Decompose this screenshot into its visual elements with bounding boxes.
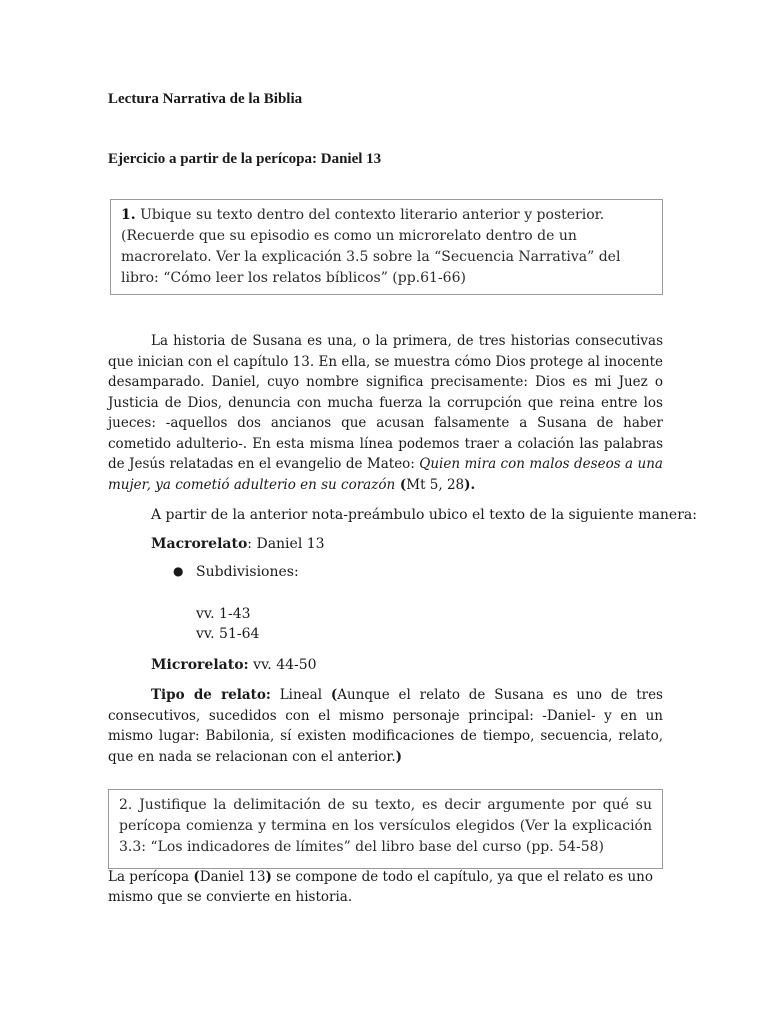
macrorelato-label: Macrorelato (151, 536, 248, 552)
final-c: Daniel 13 (199, 869, 266, 885)
exercise-subtitle: Ejercicio a partir de la perícopa: Daniel 13 (108, 151, 382, 167)
question-1-text: Ubique su texto dentro del contexto literario anterior y posterior. (Recuerde que su episodio es como un microrelato dentro de un macrorelato. Ver la explicación 3.5 sobre la “Secuencia Narrativa” del libro: “Cómo leer los relatos bíblicos” (pp.61-66) (121, 207, 621, 286)
microrelato-line (151, 655, 317, 675)
microrelato-label: Microrelato: (151, 657, 249, 673)
mateo-reference: Mt 5, 28 (406, 476, 465, 493)
final-paragraph (108, 867, 663, 907)
question-2-text: 2. Justifique la delimitación de su texto, es decir argumente por qué su perícopa comienza y termina en los versículos elegidos (Ver la explicación 3.3: “Los indicadores de límites” del libro base del curso (pp. 54-58) (119, 797, 652, 855)
tipo-close: ) (395, 748, 403, 765)
macrorelato-value: : Daniel 13 (247, 536, 325, 552)
bullet-icon: ● (173, 564, 184, 578)
paragraph-susana (108, 331, 663, 495)
tipo-relato-text: Aunque el relato de Susana es uno de tres consecutivos, sucedidos con el mismo personaje principal: -Daniel- y en un mismo lugar: Babilonia, sí existen modificaciones de tiempo, secuencia, relato, que en nada se relacionan con el anterior. (108, 687, 663, 765)
subdivision-2: vv. 51-64 (196, 626, 260, 642)
question-1-number: 1. (121, 207, 136, 223)
tipo-relato-label: Tipo de relato: (151, 687, 271, 703)
mateo-quote: Quien mira con malos deseos a una mujer, ya cometió adulterio en su corazón (108, 456, 663, 493)
final-b: ( (193, 869, 200, 885)
question-1-box (110, 199, 663, 295)
document-title: Lectura Narrativa de la Biblia (108, 91, 303, 107)
ref-close: ). (464, 476, 476, 493)
subdivisiones-label: Subdivisiones: (196, 564, 299, 580)
macrorelato-line (151, 534, 325, 554)
final-d: ) (265, 869, 272, 885)
ref-open: ( (395, 476, 407, 493)
preamble-paragraph: A partir de la anterior nota-preámbulo ubico el texto de la siguiente manera: (151, 507, 697, 523)
final-a: La perícopa (108, 869, 194, 885)
subdivision-1: vv. 1-43 (196, 606, 251, 622)
question-2-box (108, 789, 663, 869)
paragraph-susana-text: La historia de Susana es una, o la primera, de tres historias consecutivas que inician con el capítulo 13. En ella, se muestra cómo Dios protege al inocente desamparado. Daniel, cuyo nombre significa precisamente: Dios es mi Juez o Justicia de Dios, denuncia con mucha fuerza la corrupción que reina entre los jueces: -aquellos dos ancianos que acusan falsamente a Susana de haber cometido adulterio-. En esta misma línea podemos traer a colación las palabras de Jesús relatadas en el evangelio de Mateo: (108, 333, 663, 472)
final-e: se compone de todo el capítulo, ya que el relato es uno mismo que se convierte en historia. (108, 869, 653, 905)
microrelato-value: vv. 44-50 (248, 657, 317, 673)
tipo-open: ( (330, 687, 338, 703)
tipo-relato-value: Lineal (270, 687, 331, 703)
tipo-relato-paragraph (108, 685, 663, 767)
